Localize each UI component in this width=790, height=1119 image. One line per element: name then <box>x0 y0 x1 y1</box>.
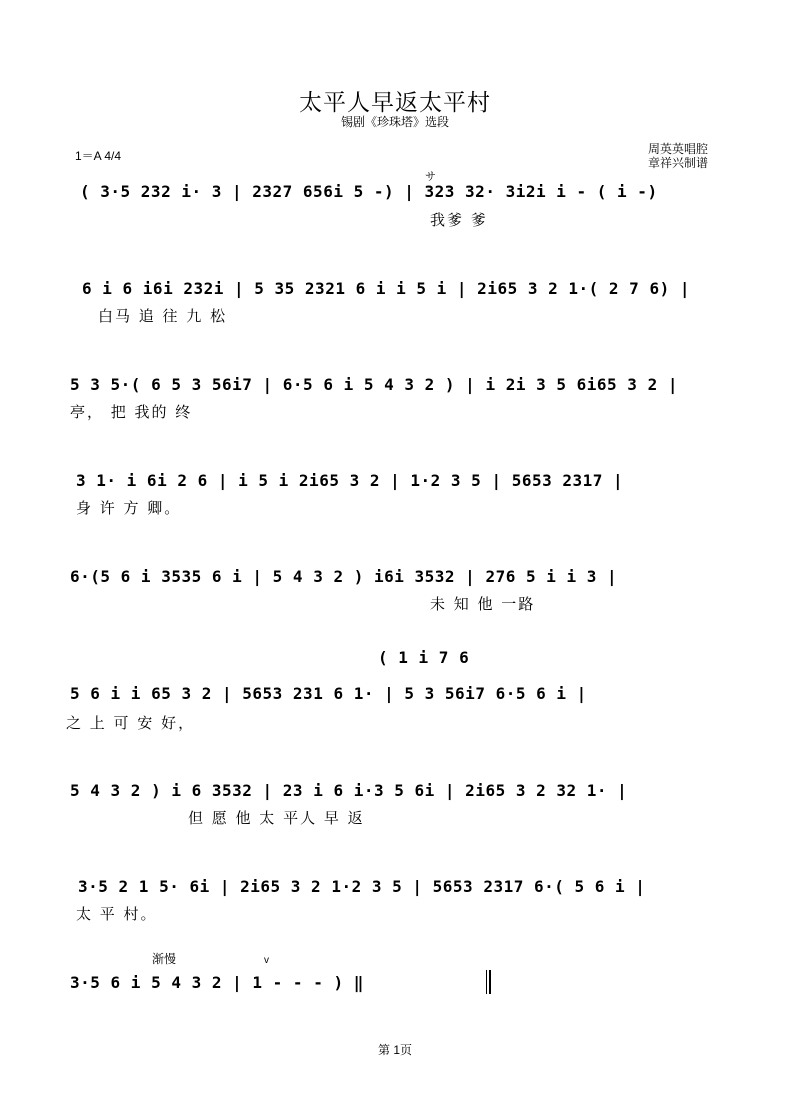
lyric-line-2: 白马 追 往 九 松 <box>98 307 228 325</box>
score-line-5: 6·(5 6 i 3535 6 i | 5 4 3 2 ) i6i 3532 | 276 5 i i 3 | <box>70 567 618 586</box>
subtitle: 锡剧《珍珠塔》选段 <box>340 115 449 129</box>
score-line-6: 5 6 i i 65 3 2 | 5653 231 6 1· | 5 3 56i7 6·5 6 i | <box>70 684 587 703</box>
lyric-line-6: 之 上 可 安 好， <box>66 714 196 732</box>
key-signature: 1＝A 4/4 <box>75 149 122 163</box>
arranger-credit: 章祥兴制谱 <box>648 156 709 170</box>
score-line-4: 3 1· i 6i 2 6 | i 5 i 2i65 3 2 | 1·2 3 5 | 5653 2317 | <box>76 471 624 490</box>
score-line-3: 5 3 5·( 6 5 3 56i7 | 6·5 6 i 5 4 3 2 ) | i 2i 3 5 6i65 3 2 | <box>70 375 678 394</box>
score-line-8: 3·5 2 1 5· 6i | 2i65 3 2 1·2 3 5 | 5653 2317 6·( 5 6 i | <box>78 877 646 896</box>
lyric-line-7: 但 愿 他 太 平人 早 返 <box>188 809 365 827</box>
score-line-9: 3·5 6 i 5 4 3 2 | 1 - - - ) ‖ <box>70 973 364 992</box>
lyric-line-4: 身 许 方 卿。 <box>76 499 182 517</box>
lyric-line-8: 太 平 村。 <box>76 905 158 923</box>
tempo-mark: 渐慢 <box>152 952 177 966</box>
score-line-2: 6 i 6 i6i 232i | 5 35 2321 6 i i 5 i | 2i65 3 2 1·( 2 7 6) | <box>82 279 690 298</box>
singer-credit: 周英英唱腔 <box>648 142 709 156</box>
accompaniment-line: ( 1 i 7 6 <box>378 648 470 667</box>
score-line-7: 5 4 3 2 ) i 6 3532 | 23 i 6 i·3 5 6i | 2i65 3 2 32 1· | <box>70 781 628 800</box>
breath-mark: v <box>264 955 269 966</box>
page-title: 太平人早返太平村 <box>299 89 491 115</box>
score-line-1: ( 3·5 232 i· 3 | 2327 656i 5 -) | 323 32· 3i2i i - ( i -) <box>80 182 658 201</box>
lyric-line-5: 未 知 他 一路 <box>430 595 536 613</box>
final-barline-thick <box>489 970 491 994</box>
free-tempo-mark: サ <box>425 171 436 183</box>
page-number: 第 1页 <box>377 1043 412 1057</box>
lyric-line-1: 我爹 爹 <box>430 211 488 229</box>
final-barline-thin <box>486 970 487 994</box>
lyric-line-3: 亭， 把 我的 终 <box>70 403 193 421</box>
